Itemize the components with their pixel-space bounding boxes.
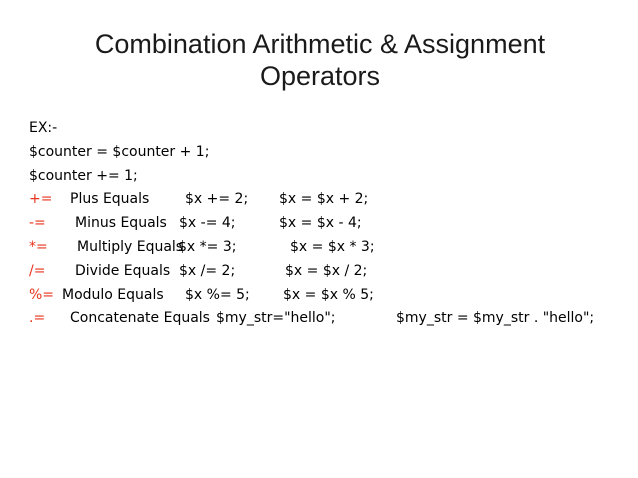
operator-example: $x += 2; xyxy=(185,191,249,208)
operator-row xyxy=(29,188,629,212)
intro-line: $counter += 1; xyxy=(29,167,138,184)
operator-equivalent: $x = $x / 2; xyxy=(285,262,368,279)
operator-example: $x *= 3; xyxy=(178,238,237,255)
operator-name: Multiply Equals xyxy=(77,238,184,255)
operator-equivalent: $x = $x - 4; xyxy=(279,215,362,232)
operator-row xyxy=(29,236,629,260)
slide-title xyxy=(40,28,600,92)
operator-symbol: /= xyxy=(29,262,46,279)
intro-line: $counter = $counter + 1; xyxy=(29,143,210,160)
operator-example: $x /= 2; xyxy=(179,262,236,279)
operator-equivalent: $x = $x + 2; xyxy=(279,191,369,208)
title-line-1: Combination Arithmetic & Assignment xyxy=(94,29,546,59)
operator-name: Plus Equals xyxy=(70,191,150,208)
operator-symbol: *= xyxy=(29,238,48,255)
operator-name: Concatenate Equals xyxy=(70,310,210,327)
operator-symbol: += xyxy=(29,191,53,208)
operator-example: $my_str="hello"; xyxy=(216,310,336,327)
operator-row xyxy=(29,284,629,308)
operator-example: $x -= 4; xyxy=(179,215,236,232)
operator-symbol: .= xyxy=(29,310,46,327)
operator-row xyxy=(29,260,629,284)
operator-symbol: -= xyxy=(29,215,46,232)
operator-equivalent: $my_str = $my_str . "hello"; xyxy=(396,310,595,327)
operator-row xyxy=(29,307,629,331)
title-line-2: Operators xyxy=(259,61,381,91)
operator-symbol: %= xyxy=(29,286,55,303)
operator-name: Divide Equals xyxy=(75,262,171,279)
operator-name: Modulo Equals xyxy=(62,286,164,303)
operator-equivalent: $x = $x * 3; xyxy=(290,238,375,255)
operator-name: Minus Equals xyxy=(75,215,167,232)
intro-line: EX:- xyxy=(29,120,58,136)
operator-example: $x %= 5; xyxy=(185,286,250,303)
operator-equivalent: $x = $x % 5; xyxy=(283,286,374,303)
operator-row xyxy=(29,212,629,236)
slide-body xyxy=(29,117,629,331)
